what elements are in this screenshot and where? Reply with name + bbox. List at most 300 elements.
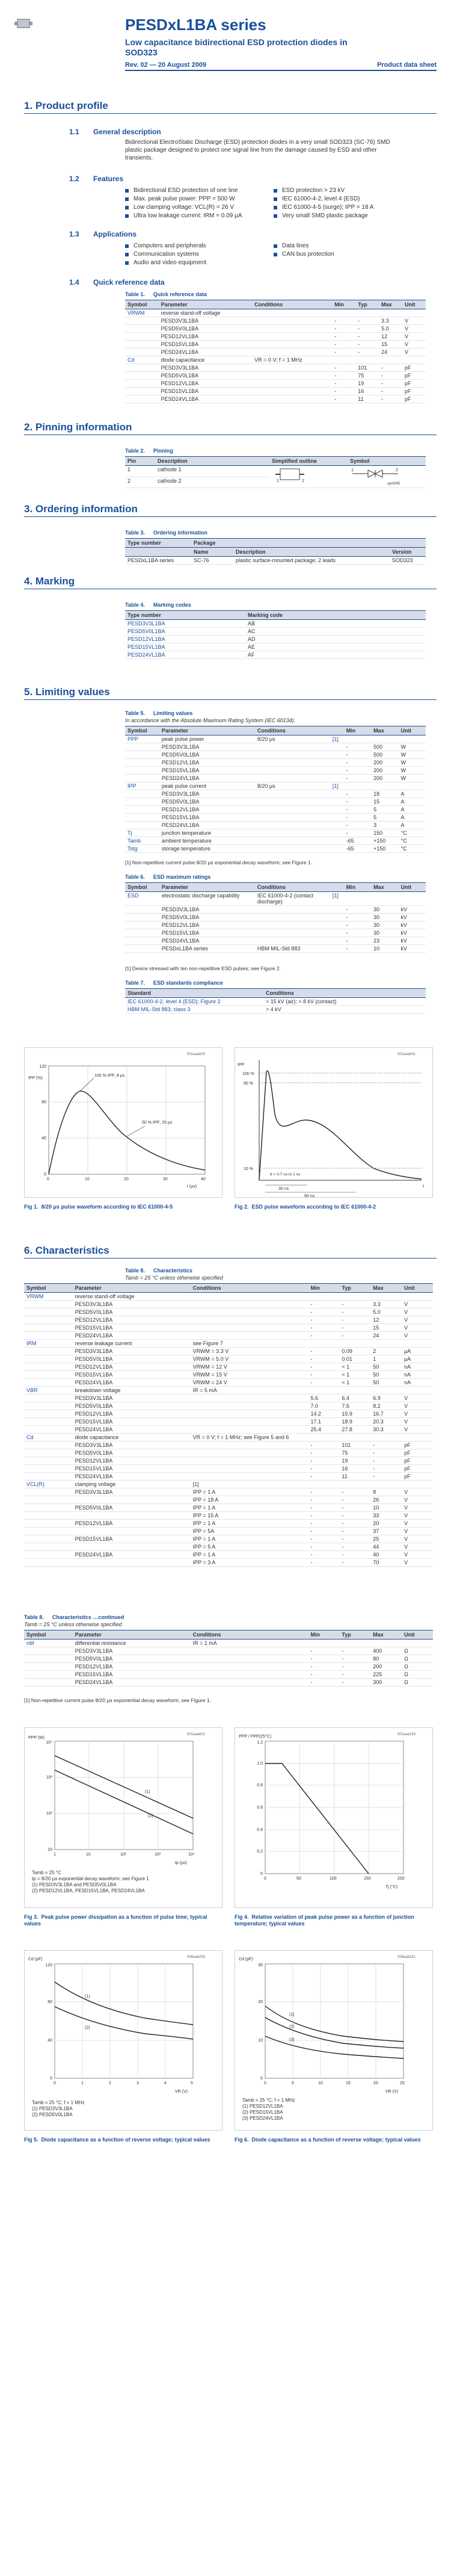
table-cell: - — [308, 1355, 340, 1363]
table-8-note: Tamb = 25 °C unless otherwise specified — [125, 1275, 223, 1281]
y-tick: 0 — [260, 1872, 263, 1876]
header-cell: Min — [344, 883, 371, 892]
header-cell: Max — [370, 1630, 402, 1639]
y-ticks — [258, 1963, 263, 2081]
table-cell: IPP = 3 A — [191, 1559, 308, 1567]
table-cell: PESD15VL1BA — [159, 767, 255, 775]
x-axis-label: Tj (°C) — [385, 1885, 398, 1889]
table-cell — [255, 790, 330, 798]
table-cell: 101 — [355, 364, 379, 372]
table-cell: PESD24VL1BA — [73, 1473, 191, 1481]
table-cell: 20 — [370, 1520, 402, 1528]
table-cell: < 1 — [339, 1363, 370, 1371]
table-cell: 50 — [370, 1363, 402, 1371]
table-cell — [255, 759, 330, 767]
table-row — [24, 1441, 433, 1449]
fig-code: 001aaa630 — [187, 1053, 206, 1056]
footnote-ref — [330, 937, 344, 945]
table-cell: Tstg — [125, 845, 159, 853]
table-cell: - — [339, 1316, 370, 1324]
table-cell: - — [332, 364, 355, 372]
svg-text:2: 2 — [302, 479, 304, 483]
fig-code: 001aaa631 — [397, 1053, 416, 1056]
gridlines — [55, 1964, 193, 2078]
table-cell — [252, 395, 332, 403]
table-cell: IPP = 18 A — [191, 1496, 308, 1504]
table-cell: < 1 — [339, 1379, 370, 1387]
table-cell: 5 — [371, 814, 398, 822]
symbol-cell — [348, 466, 426, 488]
header-cell: Max — [371, 883, 398, 892]
table-cell: PESD5V0L1BA — [73, 1355, 191, 1363]
table-cell: kV — [399, 921, 426, 929]
table-row — [24, 1434, 433, 1441]
table-cell: A — [399, 822, 426, 829]
table-cell: - — [332, 388, 355, 395]
level-10: 10 % — [244, 1167, 253, 1171]
table-cell: 16 — [355, 388, 379, 395]
table-cell: pF — [402, 388, 426, 395]
footnote-ref — [330, 775, 344, 782]
table-cell: VRWM = 24 V — [191, 1379, 308, 1387]
table-cell — [125, 751, 159, 759]
table-6-caption — [125, 874, 219, 880]
table-cell: V — [402, 317, 426, 325]
table-cell: PPP — [125, 735, 159, 743]
header-cell: Typ — [339, 1630, 370, 1639]
plot-area — [265, 1964, 403, 2078]
table-cell — [399, 892, 426, 906]
table-cell — [191, 1457, 308, 1465]
table-cell — [252, 325, 332, 333]
svg-text:2: 2 — [396, 468, 398, 472]
fig-num: Fig 1. — [24, 1204, 38, 1210]
series-2-marker: (2) — [85, 2026, 90, 2030]
table-title: Characteristics — [153, 1268, 192, 1274]
table-header-row — [125, 457, 426, 466]
table-row — [24, 1340, 433, 1348]
fig-num: Fig 6. — [235, 2137, 249, 2143]
table-cell: V — [402, 1496, 433, 1504]
table-cell: IR = 5 mA — [191, 1387, 308, 1395]
table-cell: PESD24VL1BA — [159, 348, 253, 356]
subsection-1-2-title — [69, 175, 124, 183]
table-cell: IR = 1 mA — [191, 1639, 308, 1647]
table-cell: - — [308, 1551, 340, 1559]
table-cell: PESD5V0L1BA — [159, 325, 253, 333]
table-cell: 25 — [370, 1535, 402, 1543]
table-cell: - — [308, 1663, 340, 1671]
x-axis-label: VR (V) — [385, 2090, 398, 2094]
y-tick: 30 — [258, 1963, 263, 1968]
table-row — [125, 759, 426, 767]
esd-ratings-table — [125, 882, 426, 953]
header-cell: Symbol — [125, 726, 159, 735]
table-cell: - — [379, 380, 402, 388]
table-cell: PESD12VL1BA — [159, 806, 255, 814]
table-row — [125, 388, 426, 395]
table-cell: PESD5V0L1BA — [125, 628, 245, 636]
table-cell: 33 — [370, 1512, 402, 1520]
table-cell — [402, 309, 426, 317]
x-axis-label: tp (μs) — [175, 1861, 187, 1865]
table-row — [24, 1512, 433, 1520]
table-cell: - — [339, 1543, 370, 1551]
table-cell: A — [399, 790, 426, 798]
package-description: plastic surface-mounted package; 2 leads — [233, 557, 390, 565]
table-cell: - — [344, 929, 371, 937]
table-cell: μA — [402, 1348, 433, 1355]
x-tick: 40 — [201, 1177, 206, 1181]
table-cell: IPP = 15 A — [191, 1512, 308, 1520]
table-cell: - — [339, 1488, 370, 1496]
table-cell: PESD24VL1BA — [73, 1426, 191, 1434]
table-row — [125, 557, 426, 565]
table-row — [24, 1324, 433, 1332]
table-cell: - — [344, 829, 371, 837]
section-2-title: 2. Pinning information — [24, 421, 132, 433]
table-cell — [125, 929, 159, 937]
table-row — [125, 317, 426, 325]
table-cell: 16.7 — [370, 1410, 402, 1418]
table-label: Table 1. — [125, 291, 145, 297]
table-cell: PESD24VL1BA — [159, 775, 255, 782]
table-cell: - — [332, 325, 355, 333]
table-cell — [191, 1426, 308, 1434]
table-cell: kV — [399, 937, 426, 945]
table-cell — [371, 782, 398, 790]
table-cell: AF — [245, 651, 426, 659]
table-cell: VR = 0 V; f = 1 MHz; see Figure 5 and 6 — [191, 1434, 308, 1441]
footnote-ref — [330, 798, 344, 806]
fig-num: Fig 4. — [235, 1914, 249, 1920]
table-cell: 225 — [370, 1671, 402, 1679]
table-cell — [191, 1441, 308, 1449]
table-cell: Ω — [402, 1679, 433, 1686]
table-cell: PESD3V3L1BA — [159, 743, 255, 751]
table-cell — [255, 914, 330, 921]
footnote-ref: [1] — [330, 782, 344, 790]
pin-description: cathode 2 — [155, 477, 269, 488]
revision-label: Rev. 02 — 20 August 2009 — [125, 61, 207, 69]
table-cell: 50 — [370, 1379, 402, 1387]
table-cell — [339, 1293, 370, 1301]
table-cell — [371, 735, 398, 743]
table-cell — [24, 1465, 73, 1473]
table-cell: see Figure 7 — [191, 1340, 308, 1348]
table-title: ESD maximum ratings — [153, 874, 211, 880]
footnote-ref — [330, 845, 344, 853]
level-90: 90 % — [244, 1082, 253, 1086]
table-cell — [344, 892, 371, 906]
table-cell: AD — [245, 636, 426, 643]
table-row — [24, 1504, 433, 1512]
table-cell: PESD12VL1BA — [159, 921, 255, 929]
table-row — [125, 348, 426, 356]
figure-1-caption — [24, 1204, 222, 1210]
header-cell: Type number — [125, 611, 245, 620]
table-cell — [24, 1520, 73, 1528]
table-row — [24, 1449, 433, 1457]
footnote-ref — [330, 743, 344, 751]
table-row — [125, 798, 426, 806]
table-row — [125, 1006, 426, 1014]
table-cell: PESD15VL1BA — [73, 1418, 191, 1426]
table-cell: PESD15VL1BA — [73, 1671, 191, 1679]
table-cell: pF — [402, 1473, 433, 1481]
table-cell: PESD3V3L1BA — [73, 1348, 191, 1355]
y-tick: 20 — [258, 2000, 263, 2004]
table-7-caption — [125, 980, 232, 986]
gridlines — [265, 1741, 403, 1874]
package-name: SC-76 — [191, 557, 233, 565]
package-version: SOD323 — [390, 557, 426, 565]
table-cell: 30 — [371, 921, 398, 929]
series-1-line — [55, 1982, 193, 2025]
table-cell — [24, 1559, 73, 1567]
table-cell: 11 — [355, 395, 379, 403]
header-cell: Min — [308, 1630, 340, 1639]
y-tick: 1.0 — [257, 1762, 263, 1766]
table-cell: 500 — [371, 743, 398, 751]
table-cell — [255, 921, 330, 929]
footnote-ref: [1] — [330, 735, 344, 743]
header-cell: Parameter — [73, 1284, 191, 1293]
table-cell — [125, 798, 159, 806]
table-cell: PESD5V0L1BA — [159, 798, 255, 806]
table-row — [24, 1520, 433, 1528]
table-cell — [255, 806, 330, 814]
table-cell: - — [308, 1308, 340, 1316]
table-cell — [125, 325, 159, 333]
table-cell — [191, 1473, 308, 1481]
header-cell — [125, 548, 191, 557]
table-cell — [24, 1441, 73, 1449]
table-cell — [191, 1410, 308, 1418]
table-cell: 300 — [370, 1679, 402, 1686]
table-cell — [125, 743, 159, 751]
subsection-label: General description — [93, 128, 161, 136]
table-cell: 0.09 — [339, 1348, 370, 1355]
header-cell: Unit — [402, 300, 426, 309]
level-100: 100 % — [242, 1072, 254, 1076]
table-cell — [379, 309, 402, 317]
table-cell: +150 — [371, 845, 398, 853]
table-title: Ordering information — [153, 530, 207, 536]
series-1-marker: (1) — [85, 1995, 90, 1999]
table-cell: - — [344, 937, 371, 945]
table-cell — [73, 1528, 191, 1535]
table-cell: 5.0 — [370, 1308, 402, 1316]
table-cell: PESD5V0L1BA — [73, 1449, 191, 1457]
table-cell: W — [399, 767, 426, 775]
table-cell: PESD12VL1BA — [73, 1316, 191, 1324]
figure-4-caption — [235, 1914, 433, 1927]
list-item: Low clamping voltage: VCL(R) = 26 V — [125, 203, 263, 212]
x-ticks — [54, 1853, 195, 1857]
table-cell: differential resistance — [73, 1639, 191, 1647]
fig5-notes — [32, 2100, 85, 2118]
list-item: ESD protection > 23 kV — [274, 187, 412, 195]
table-cell — [252, 364, 332, 372]
table-cell — [255, 845, 330, 853]
table-cell: - — [332, 395, 355, 403]
table-cell — [24, 1488, 73, 1496]
y-axis-label: Cd (pF) — [239, 1957, 253, 1961]
table-cell — [191, 1293, 308, 1301]
table-cell: > 4 kV — [263, 1006, 426, 1014]
table-cell: PESD3V3L1BA — [73, 1488, 191, 1496]
table-cell: Cd — [125, 356, 159, 364]
table-cell: < 1 — [339, 1371, 370, 1379]
header-cell: Conditions — [191, 1284, 308, 1293]
header-cell: Symbol — [24, 1630, 73, 1639]
table-cell: VR = 0 V; f = 1 MHz — [252, 356, 332, 364]
header-cell: Name — [191, 548, 233, 557]
note-line: (1) PESD3V3L1BA and PESD5V0L1BA — [32, 1882, 117, 1887]
table-row — [125, 643, 426, 651]
table-cell: PESD12VL1BA — [159, 380, 253, 388]
table-cell: breakdown voltage — [73, 1387, 191, 1395]
header-cell: Marking code — [245, 611, 426, 620]
series-2-marker: (2) — [148, 1814, 153, 1818]
footnote-ref — [330, 790, 344, 798]
table-row — [24, 1639, 433, 1647]
table-cell: VRWM = 5.0 V — [191, 1355, 308, 1363]
note-line: (2) PESD5V0L1BA — [32, 2112, 73, 2117]
table-cell — [255, 906, 330, 914]
footnote-ref — [330, 921, 344, 929]
table-cell: PESD3V3L1BA — [159, 317, 253, 325]
table-cell: pF — [402, 395, 426, 403]
subsection-number: 1.1 — [69, 128, 79, 136]
table-header-row — [125, 611, 426, 620]
table-cell: V — [402, 348, 426, 356]
header-cell: Symbol — [348, 457, 426, 466]
table-title: Pinning — [153, 448, 173, 454]
table-cell — [402, 1481, 433, 1488]
table-cell: - — [370, 1449, 402, 1457]
table-cell: PESD24VL1BA — [159, 395, 253, 403]
table-cell: V — [402, 1551, 433, 1559]
x-tick: 20 — [124, 1177, 129, 1181]
table-row — [125, 892, 426, 906]
footnote-ref: [1] — [330, 892, 344, 906]
table-cell — [191, 1402, 308, 1410]
table-cell — [24, 1410, 73, 1418]
table-cell: μA — [402, 1355, 433, 1363]
series-1-marker: (1) — [289, 2013, 295, 2017]
table-title: Limiting values — [153, 710, 193, 716]
table-row — [24, 1371, 433, 1379]
table-cell: 75 — [339, 1449, 370, 1457]
header-cell: Unit — [402, 1630, 433, 1639]
table-cell: 50 — [370, 1371, 402, 1379]
x-ticks — [264, 1877, 405, 1881]
x-tick: 200 — [397, 1877, 405, 1881]
table-cell — [252, 341, 332, 348]
table-cell: - — [308, 1679, 340, 1686]
table-cell — [73, 1496, 191, 1504]
table-row — [24, 1528, 433, 1535]
table-cell: Tamb — [125, 837, 159, 845]
table-header-row — [125, 300, 426, 309]
series-1-line — [265, 2006, 403, 2042]
header-cell: Max — [379, 300, 402, 309]
table-cell: 8.2 — [370, 1402, 402, 1410]
table-row — [24, 1465, 433, 1473]
footnote-ref — [330, 837, 344, 845]
table-row — [24, 1488, 433, 1496]
table-cell: HBM MIL-Std 883; class 3 — [125, 1006, 263, 1014]
list-item: Computers and peripherals — [125, 242, 263, 250]
plot-area — [55, 1964, 193, 2078]
quick-reference-table — [125, 300, 426, 403]
table-cell: W — [399, 743, 426, 751]
figure-2-frame — [235, 1047, 433, 1198]
table-cell: 12 — [379, 333, 402, 341]
figure-1-frame — [24, 1047, 222, 1198]
table-cell — [24, 1512, 73, 1520]
table-cell — [339, 1387, 370, 1395]
table-row — [125, 651, 426, 659]
table-cell — [24, 1418, 73, 1426]
fig-code: 001aaa193 — [397, 1733, 416, 1736]
fig-code: 001aaa632 — [187, 1733, 206, 1736]
features-list-left — [125, 187, 263, 220]
table-cell — [332, 309, 355, 317]
table-cell: PESD5V0L1BA — [159, 914, 255, 921]
fig4-plot — [235, 1728, 434, 1909]
table-cell — [24, 1426, 73, 1434]
subsection-label: Features — [93, 175, 124, 183]
table-cell: - — [344, 775, 371, 782]
table-cell — [402, 1340, 433, 1348]
page-subtitle: Low capacitance bidirectional ESD protection diodes in SOD323 — [125, 37, 348, 57]
header-cell: Standard — [125, 989, 263, 998]
table-cell: kV — [399, 929, 426, 937]
table-cell — [24, 1355, 73, 1363]
header-cell: Typ — [339, 1284, 370, 1293]
section-1-title: 1. Product profile — [24, 100, 108, 111]
x-tick: 30 — [163, 1177, 168, 1181]
table-cell: 200 — [371, 767, 398, 775]
fig3-notes — [32, 1870, 149, 1894]
table-cell — [125, 333, 159, 341]
table-cell — [252, 388, 332, 395]
table-cell — [402, 1387, 433, 1395]
general-description-text: Bidirectional ElectroStatic Discharge (ESD) protection diodes in a very small SOD323 (SC-76) SMD plastic package designed to protect one signal line from the damage caused by ESD and other transients. — [125, 139, 390, 161]
table-cell: diode capacitance — [73, 1434, 191, 1441]
table-cell: 0.01 — [339, 1355, 370, 1363]
fig-title: Relative variation of peak pulse power as a function of junction temperature; typical values — [235, 1914, 414, 1927]
type-number: PESDxL1BA series — [125, 557, 191, 565]
table-row — [24, 1663, 433, 1671]
ordering-table — [125, 538, 426, 565]
fig-num: Fig 3. — [24, 1914, 38, 1920]
table-cell: V — [402, 1488, 433, 1496]
table-cell: V — [402, 333, 426, 341]
table-cell: -65 — [344, 837, 371, 845]
table-3-caption — [125, 530, 216, 536]
table-cell: - — [344, 945, 371, 953]
table-row — [24, 1410, 433, 1418]
section-6-rule — [24, 1258, 437, 1259]
table-cell: storage temperature — [159, 845, 255, 853]
table-label: Table 5. — [125, 710, 145, 716]
table-cell: > 15 kV (air); > 8 kV (contact) — [263, 998, 426, 1006]
table-cell: 25.4 — [308, 1426, 340, 1434]
